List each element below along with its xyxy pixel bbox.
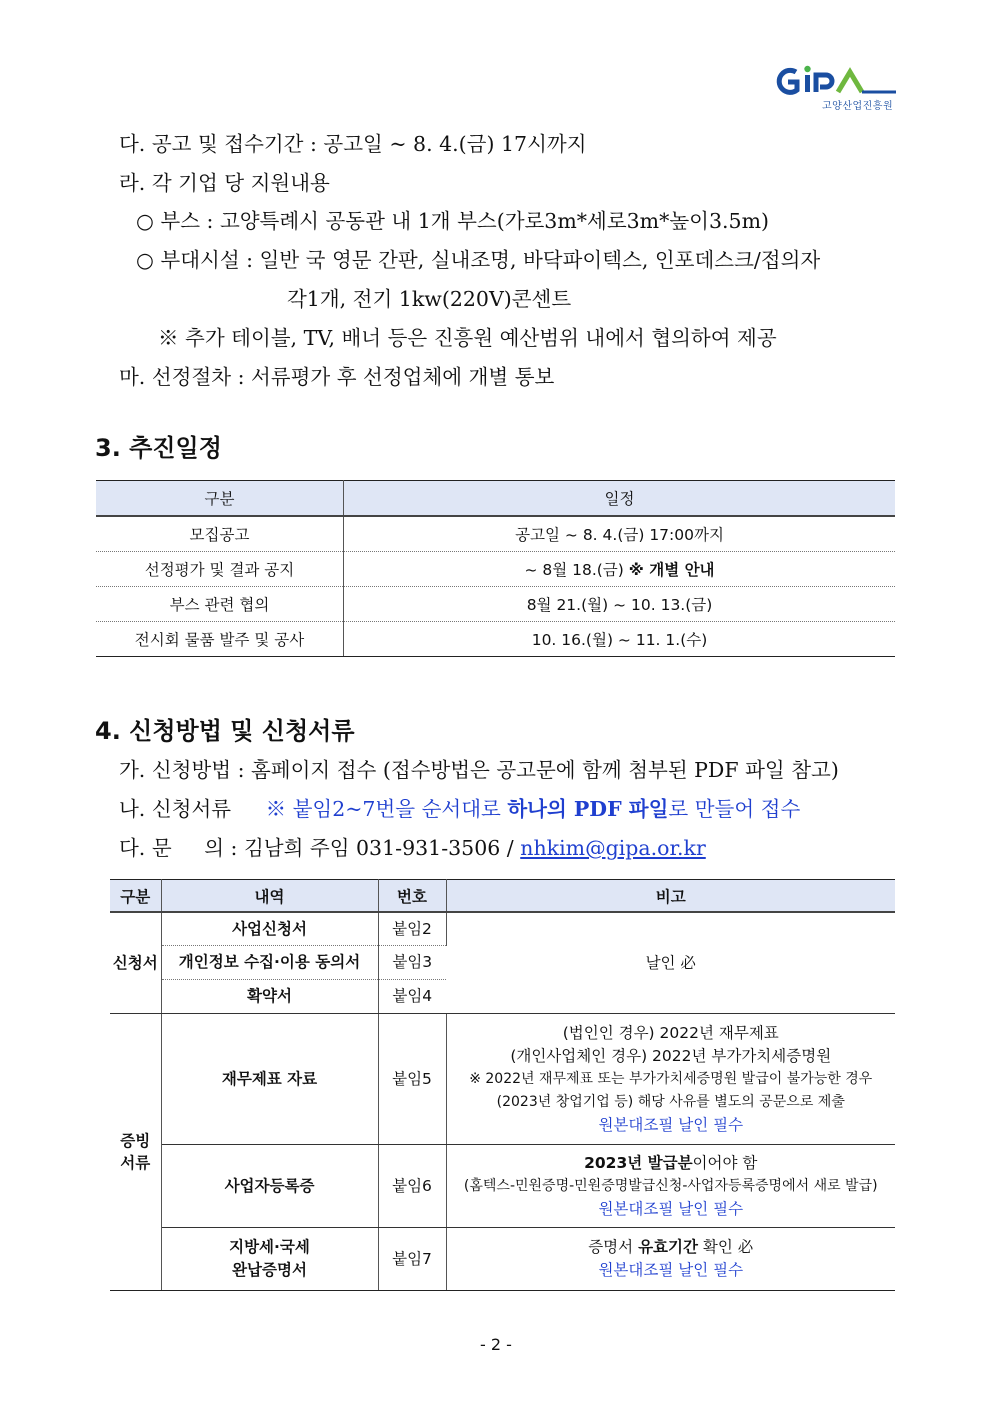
contact-email-link[interactable]: nhkim@gipa.or.kr — [520, 836, 706, 860]
line-contact — [119, 835, 706, 861]
doc-item: 재무제표 자료 — [161, 1014, 378, 1145]
line-ma: 마. 선정절차 : 서류평가 후 선정업체에 개별 통보 — [119, 365, 555, 389]
remark-line: (개인사업체인 경우) 2022년 부가가치세증명원 — [510, 1046, 832, 1065]
table-row — [110, 1014, 895, 1145]
documents-header-row — [110, 880, 895, 913]
remark-text: 이어야 함 — [692, 1153, 758, 1172]
remark-text: 확인 必 — [702, 1238, 754, 1256]
schedule-label: 전시회 물품 발주 및 공사 — [96, 622, 344, 657]
table-row — [96, 587, 895, 622]
remark-line: (홈텍스-민원증명-민원증명발급신청-사업자등록증명에서 새로 발급) — [463, 1177, 878, 1194]
docs-note-b: 하나의 PDF 파일 — [507, 797, 669, 821]
line-docs — [119, 796, 800, 822]
logo-org-name: 고양산업진흥원 — [822, 101, 894, 112]
docs-prefix: 나. 신청서류 — [119, 797, 232, 821]
docs-note-c: 로 만들어 접수 — [668, 797, 801, 821]
section-4-heading: 4. 신청방법 및 신청서류 — [95, 717, 355, 745]
schedule-emphasis: ※ 개별 안내 — [628, 561, 715, 579]
doc-number: 붙임4 — [378, 980, 446, 1014]
schedule-date: 공고일 ~ 8. 4.(금) 17:00까지 — [344, 516, 896, 552]
remark-emphasis: 유효기간 — [638, 1238, 698, 1256]
documents-header-category: 구분 — [110, 880, 161, 913]
schedule-table — [96, 480, 895, 657]
doc-item-line: 지방세·국세 — [229, 1238, 310, 1256]
doc-number: 붙임3 — [378, 946, 446, 980]
documents-table — [110, 879, 895, 1291]
contact-prefix: 다. 문 의 : 김남희 주임 031-931-3506 / — [119, 836, 514, 860]
group-evidence: 증빙 서류 — [110, 1014, 161, 1291]
remark-required: 원본대조필 날인 필수 — [598, 1261, 744, 1279]
documents-header-item: 내역 — [161, 880, 378, 913]
doc-remark-financial — [446, 1014, 895, 1145]
schedule-label: 선정평가 및 결과 공지 — [96, 552, 344, 587]
doc-remark-business — [446, 1145, 895, 1228]
schedule-date: ~ 8월 18.(금) — [524, 561, 624, 579]
table-row — [110, 1145, 895, 1228]
table-row — [96, 622, 895, 657]
doc-item: 사업자등록증 — [161, 1145, 378, 1228]
line-da: 다. 공고 및 접수기간 : 공고일 ~ 8. 4.(금) 17시까지 — [119, 132, 587, 156]
doc-remark-tax — [446, 1228, 895, 1291]
documents-header-remark: 비고 — [446, 880, 895, 913]
remark-required: 원본대조필 날인 필수 — [598, 1199, 744, 1218]
doc-number: 붙임2 — [378, 912, 446, 946]
docs-note-a: ※ 붙임2~7번을 순서대로 — [265, 797, 501, 821]
line-ra: 라. 각 기업 당 지원내용 — [119, 171, 330, 195]
remark-line — [448, 1236, 895, 1259]
line-note: ※ 추가 테이블, TV, 배너 등은 진흥원 예산범위 내에서 협의하여 제공 — [158, 326, 777, 350]
schedule-date: 10. 16.(월) ~ 11. 1.(수) — [344, 622, 896, 657]
section-3-heading: 3. 추진일정 — [95, 434, 222, 462]
group-application: 신청서 — [110, 912, 161, 1014]
schedule-header-category: 구분 — [96, 481, 344, 517]
schedule-header-date: 일정 — [344, 481, 896, 517]
table-row — [110, 1228, 895, 1291]
schedule-header-row — [96, 481, 895, 517]
line-booth: ○ 부스 : 고양특례시 공동관 내 1개 부스(가로3m*세로3m*높이3.5m) — [136, 209, 770, 233]
doc-number: 붙임7 — [378, 1228, 446, 1291]
remark-line: (법인인 경우) 2022년 재무제표 — [562, 1023, 779, 1042]
remark-line — [448, 1152, 895, 1175]
documents-header-number: 번호 — [378, 880, 446, 913]
table-row — [110, 912, 895, 946]
schedule-label: 모집공고 — [96, 516, 344, 552]
doc-item: 개인정보 수집·이용 동의서 — [161, 946, 378, 980]
remark-text: 증명서 — [588, 1238, 634, 1256]
line-method: 가. 신청방법 : 홈페이지 접수 (접수방법은 공고문에 함께 첨부된 PDF 파일 참고) — [119, 758, 839, 782]
table-row — [96, 516, 895, 552]
doc-number: 붙임5 — [378, 1014, 446, 1145]
remark-line: ※ 2022년 재무제표 또는 부가가치세증명원 발급이 불가능한 경우 — [469, 1070, 873, 1087]
schedule-label: 부스 관련 협의 — [96, 587, 344, 622]
doc-number: 붙임6 — [378, 1145, 446, 1228]
table-row — [96, 552, 895, 587]
schedule-date: 8월 21.(월) ~ 10. 13.(금) — [344, 587, 896, 622]
gipa-logo — [776, 64, 902, 110]
gipa-logo-icon — [776, 64, 902, 98]
doc-item: 확약서 — [161, 980, 378, 1014]
schedule-date-cell — [344, 552, 896, 587]
line-facility-2: 각1개, 전기 1kw(220V)콘센트 — [287, 287, 572, 311]
line-facility-1: ○ 부대시설 : 일반 국 영문 간판, 실내조명, 바닥파이텍스, 인포데스크/접의자 — [136, 248, 821, 272]
remark-required: 원본대조필 날인 필수 — [598, 1115, 744, 1134]
remark-emphasis: 2023년 발급분 — [584, 1153, 693, 1172]
page-number: - 2 - — [480, 1335, 512, 1354]
doc-item-line: 완납증명서 — [232, 1261, 307, 1279]
doc-item: 사업신청서 — [161, 912, 378, 946]
remark-line: (2023년 창업기업 등) 해당 사유를 별도의 공문으로 제출 — [496, 1093, 845, 1110]
doc-item — [161, 1228, 378, 1291]
doc-remark-seal: 날인 必 — [446, 912, 895, 1014]
